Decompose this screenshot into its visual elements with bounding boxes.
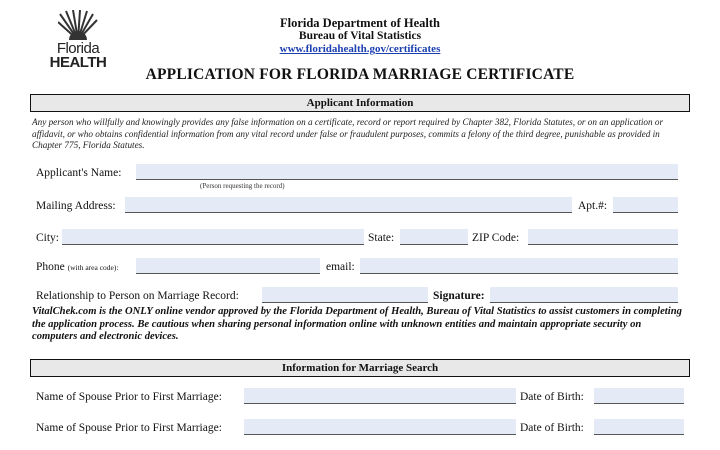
logo-line2: HEALTH	[49, 54, 107, 71]
header	[0, 16, 720, 56]
mailing-address-field[interactable]	[125, 197, 572, 213]
city-label: City:	[36, 232, 60, 244]
dob1-field[interactable]	[594, 388, 684, 404]
spouse2-name-field[interactable]	[244, 419, 516, 435]
zip-field[interactable]	[528, 229, 678, 245]
form-title: APPLICATION FOR FLORIDA MARRIAGE CERTIFICATE	[145, 66, 575, 83]
dob2-label: Date of Birth:	[520, 422, 584, 434]
apt-label: Apt.#:	[578, 200, 608, 212]
mailing-address-label: Mailing Address:	[36, 200, 116, 212]
website-link[interactable]: www.floridahealth.gov/certificates	[279, 43, 441, 55]
phone-sublabel: (with area code):	[67, 263, 119, 272]
spouse1-name-field[interactable]	[244, 388, 516, 404]
marriage-section-heading: Information for Marriage Search	[30, 359, 690, 377]
dob2-field[interactable]	[594, 419, 684, 435]
phone-label	[36, 260, 118, 275]
city-field[interactable]	[62, 229, 364, 245]
relationship-label: Relationship to Person on Marriage Record:	[36, 290, 239, 302]
org-name: Florida Department of Health	[279, 16, 441, 30]
zip-label: ZIP Code:	[472, 232, 520, 244]
signature-label: Signature:	[433, 290, 485, 302]
email-label: email:	[326, 261, 355, 273]
phone-field[interactable]	[136, 258, 320, 274]
email-field[interactable]	[360, 258, 678, 274]
false-info-disclaimer: Any person who willfully and knowingly provides any false information on a certificate, record or report required by Chapter 382, Florida Statutes, or on an application or affidavit, or who obtains confidential information from any vital record under false or fraudulent purposes, commits a felony of the third degree, punishable as provided in Chapter 775, Florida Statutes.	[32, 117, 664, 150]
state-field[interactable]	[400, 229, 468, 245]
dob1-label: Date of Birth:	[520, 391, 584, 403]
state-label: State:	[368, 232, 395, 244]
spouse1-label: Name of Spouse Prior to First Marriage:	[36, 391, 222, 403]
applicant-name-hint: (Person requesting the record)	[200, 182, 285, 190]
phone-label-text: Phone	[36, 261, 65, 273]
signature-field[interactable]	[490, 287, 678, 303]
applicant-name-label: Applicant's Name:	[36, 167, 122, 179]
spouse2-label: Name of Spouse Prior to First Marriage:	[36, 422, 222, 434]
vitalchek-notice: VitalChek.com is the ONLY online vendor approved by the Florida Department of Health, Bureau of Vital Statistics to assist customers in completing the application process. Be cautious when sharing personal information online with unknown entities and maintain appropriate security on computers and electronic devices.	[32, 306, 682, 342]
applicant-name-field[interactable]	[136, 164, 678, 180]
relationship-field[interactable]	[262, 287, 428, 303]
logo-line1: Florida	[56, 40, 100, 57]
applicant-section-heading: Applicant Information	[30, 94, 690, 112]
apt-field[interactable]	[613, 197, 678, 213]
bureau-name: Bureau of Vital Statistics	[298, 30, 422, 42]
